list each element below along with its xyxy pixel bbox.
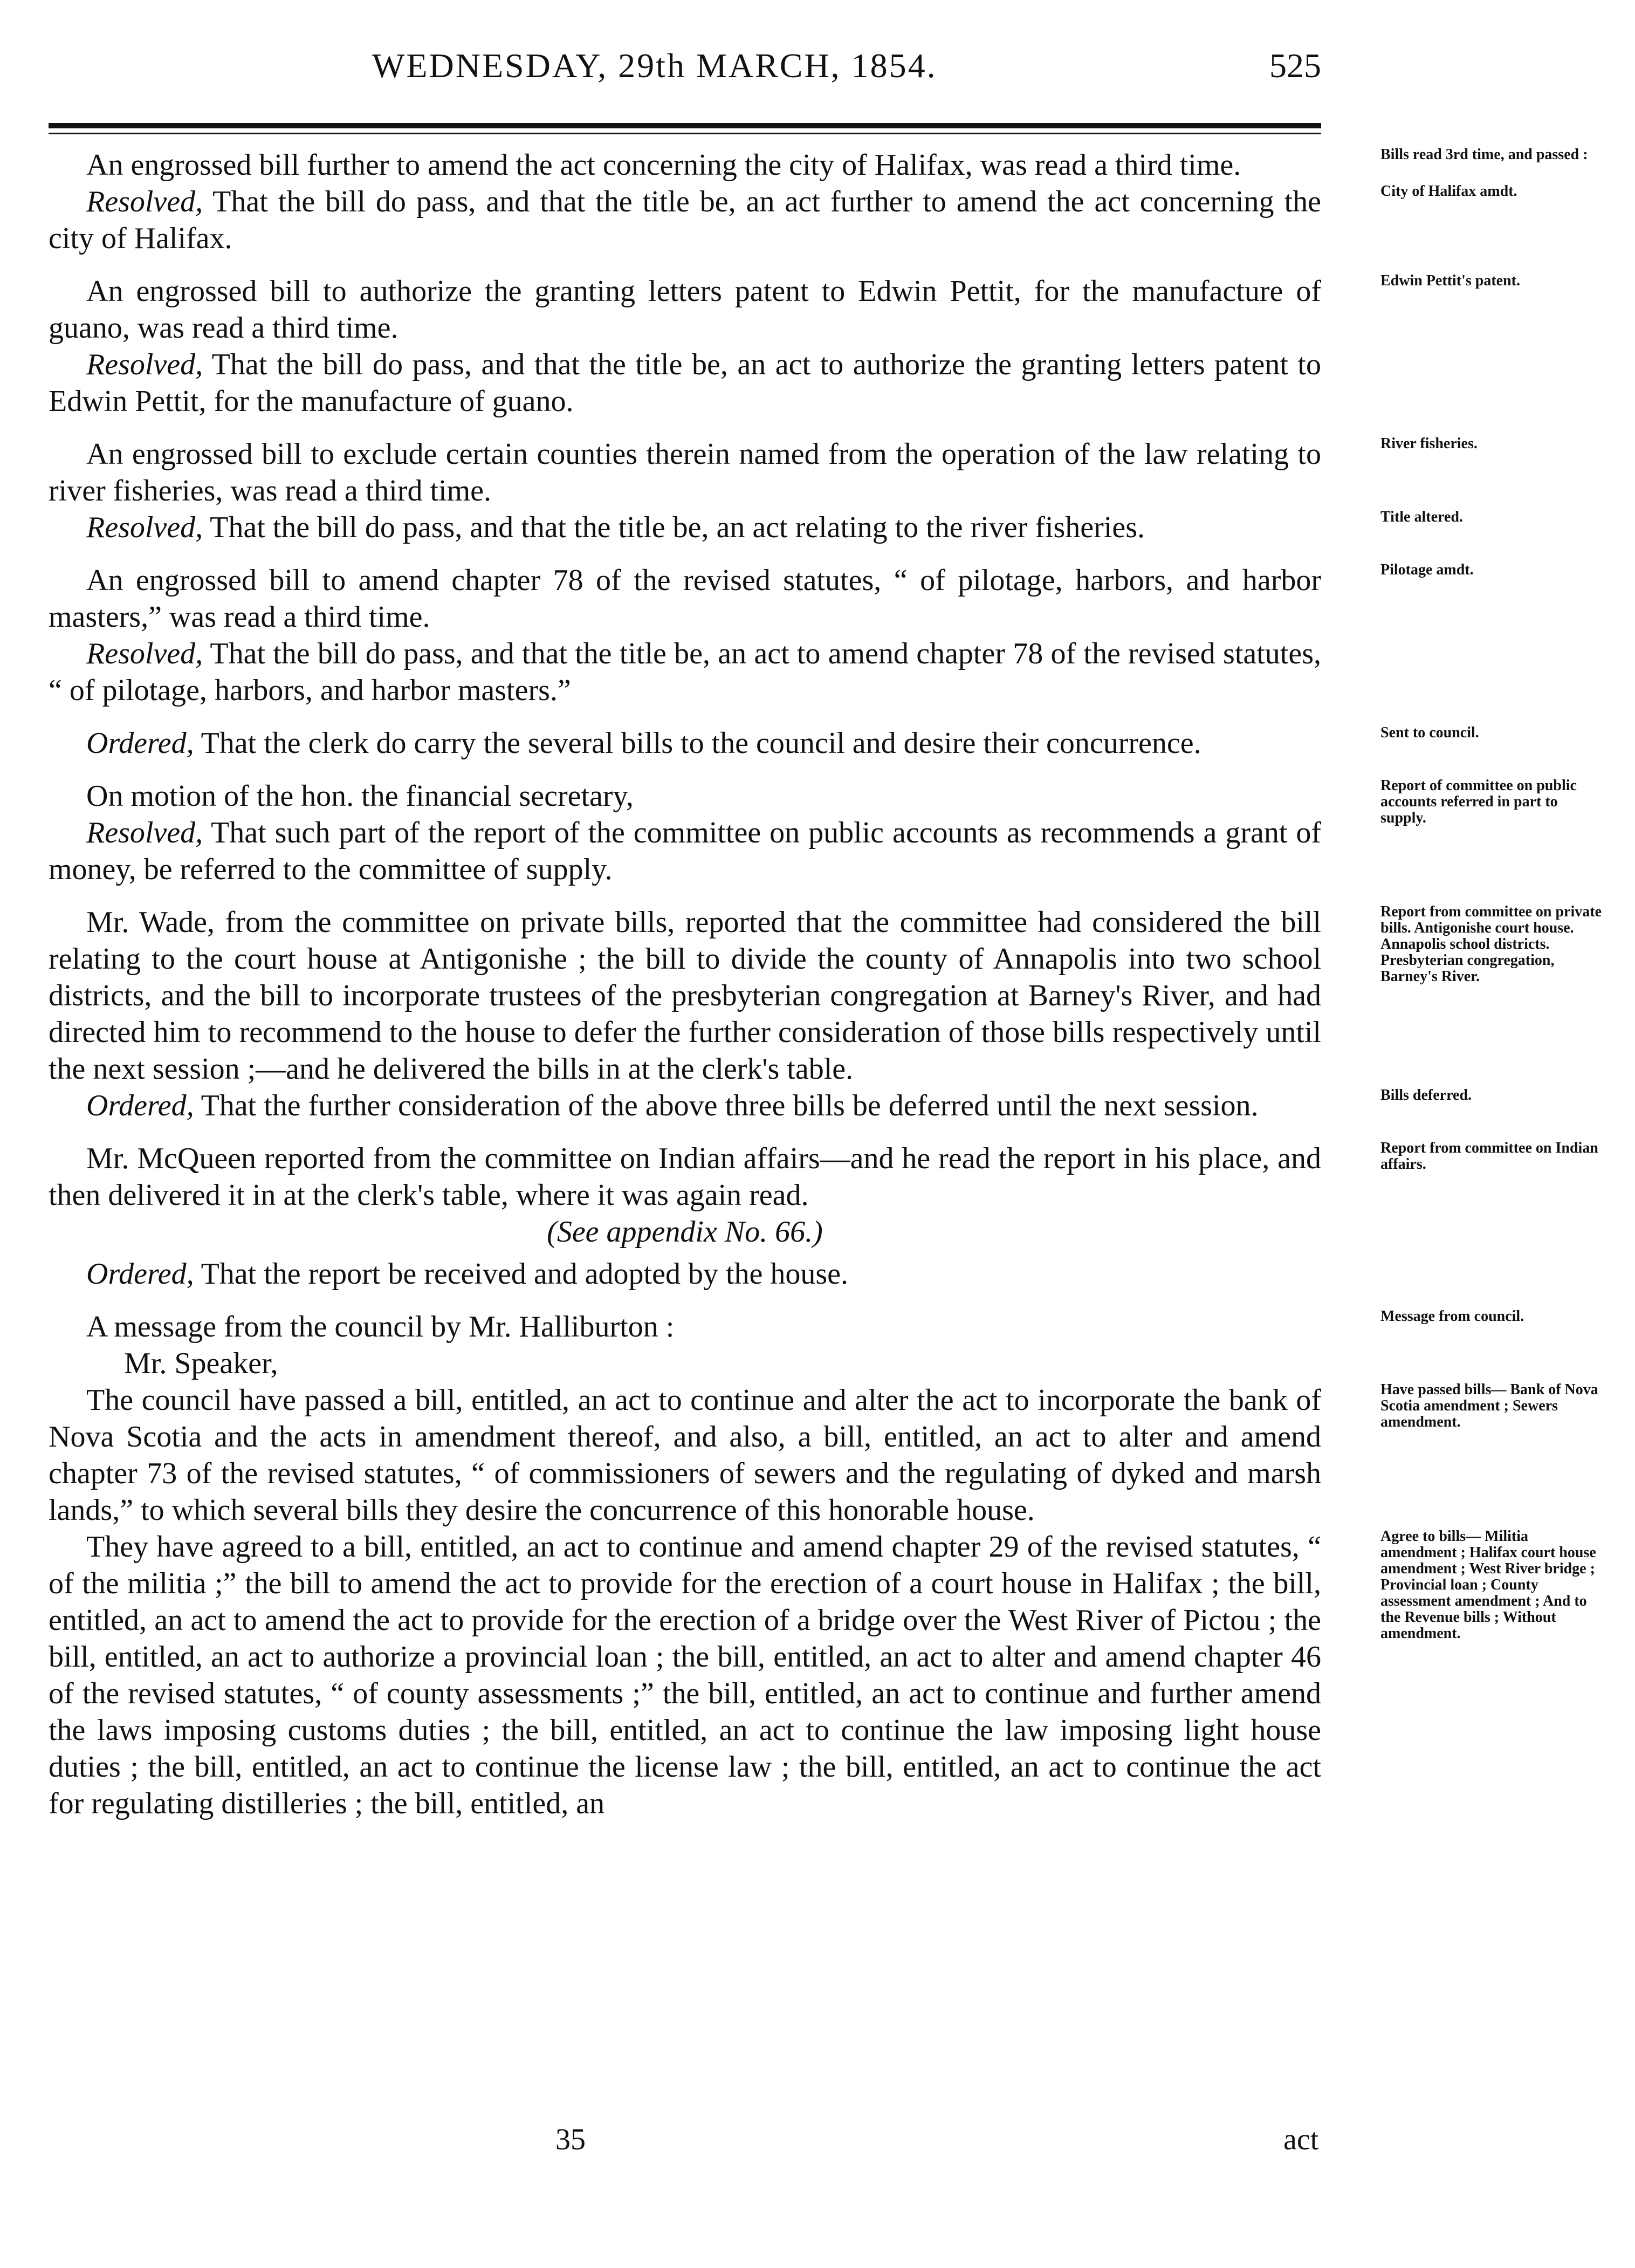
margin-note: Bills read 3rd time, and passed : — [1380, 146, 1588, 163]
journal-entry — [49, 146, 1588, 183]
entry-body: That the bill do pass, and that the title be, an act relating to the river fisheries. — [210, 511, 1145, 544]
entry-text — [49, 346, 1321, 420]
margin-note: Report from committee on private bills. Antigonishe court house. Annapolis school districts. Presbyterian congregation, Barney's River. — [1380, 903, 1602, 985]
entry-lead: Resolved, — [86, 511, 203, 544]
margin-note: Report of committee on public accounts referred in part to supply. — [1380, 777, 1577, 826]
entry-text: They have agreed to a bill, entitled, an act to continue and amend chapter 29 of the revised statutes, “ of the militia ;” the bill to amend the act to provide for the erection of a court house in Halifax ; the bill, entitled, an act to amend the act to provide for the erection of a bridge over the West River of Pictou ; the bill, entitled, an act to authorize a provincial loan ; the bill, entitled, an act to alter and amend chapter 46 of the revised statutes, “ of county assessments ;” the bill, entitled, an act to continue and further amend the laws imposing customs duties ; the bill, entitled, an act to continue the law imposing light house duties ; the bill, entitled, an act to continue the license law ; the bill, entitled, an act to continue the act for regulating distilleries ; the bill, entitled, an — [49, 1530, 1321, 1820]
entry-body: That the clerk do carry the several bills to the council and desire their concurrence. — [201, 727, 1201, 760]
journal-entry — [49, 1087, 1472, 1124]
journal-entry — [49, 272, 1520, 346]
journal-entry — [49, 1345, 1321, 1382]
entry-text — [49, 814, 1321, 888]
entry-body: That the bill do pass, and that the title be, an act to authorize the granting letters patent to Edwin Pettit, for the manufacture of guano. — [49, 348, 1321, 418]
entry-lead: Resolved, — [86, 816, 203, 849]
entry-lead: Ordered, — [86, 1257, 194, 1291]
journal-entry — [49, 435, 1478, 509]
entry-text — [49, 1256, 1321, 1292]
journal-entry — [49, 561, 1474, 635]
entry-lead: Resolved, — [86, 185, 203, 218]
entry-text: On motion of the hon. the financial secretary, — [86, 779, 634, 813]
journal-entry — [49, 814, 1321, 888]
margin-note: City of Halifax amdt. — [1380, 183, 1517, 200]
entry-text — [49, 509, 1321, 546]
journal-entry — [49, 635, 1321, 709]
entry-text: Mr. McQueen reported from the committee on Indian affairs—and he read the report in his place, and then delivered it in at the clerk's table, where it was again read. — [49, 1142, 1321, 1212]
entry-body: That the further consideration of the above three bills be deferred until the next session. — [201, 1089, 1259, 1122]
journal-entry — [49, 777, 1577, 826]
margin-note: Title altered. — [1380, 509, 1463, 525]
entry-text — [49, 1087, 1321, 1124]
journal-entry — [49, 509, 1463, 546]
entry-body: That the bill do pass, and that the title be, an act to amend chapter 78 of the revised statutes, “ of pilotage, harbors, and harbor masters.” — [49, 637, 1321, 707]
entry-lead: Ordered, — [86, 1089, 194, 1122]
journal-entry — [49, 1308, 1524, 1345]
entry-text: A message from the council by Mr. Halliburton : — [86, 1310, 675, 1344]
entry-body: That such part of the report of the committee on public accounts as recommends a grant of money, be referred to the committee of supply. — [49, 816, 1321, 886]
header-rule-thin — [49, 133, 1321, 134]
catchword: act — [1283, 2123, 1319, 2156]
entry-text — [49, 635, 1321, 709]
appendix-reference: (See appendix No. 66.) — [547, 1215, 823, 1249]
entry-text — [49, 725, 1321, 762]
entry-body: That the bill do pass, and that the title be, an act further to amend the act concerning the city of Halifax. — [49, 185, 1321, 255]
margin-note: Pilotage amdt. — [1380, 561, 1474, 578]
margin-note: Bills deferred. — [1380, 1087, 1472, 1104]
margin-note: Message from council. — [1380, 1308, 1524, 1325]
salutation: Mr. Speaker, — [124, 1347, 278, 1380]
entry-text — [49, 183, 1321, 257]
header-rule — [49, 123, 1321, 128]
journal-entry — [49, 1528, 1596, 1822]
entry-lead: Resolved, — [86, 348, 203, 381]
running-head: WEDNESDAY, 29th MARCH, 1854. — [372, 46, 937, 85]
entry-text: An engrossed bill to authorize the granting letters patent to Edwin Pettit, for the manufacture of guano, was read a third time. — [49, 275, 1321, 345]
journal-entry — [49, 1214, 1321, 1250]
journal-entry — [49, 1140, 1598, 1214]
margin-note: Have passed bills— Bank of Nova Scotia amendment ; Sewers amendment. — [1380, 1381, 1598, 1430]
page-header — [49, 46, 1321, 100]
journal-entry — [49, 183, 1517, 257]
margin-note: Sent to council. — [1380, 724, 1479, 741]
journal-entry — [49, 1381, 1598, 1529]
margin-note: Edwin Pettit's patent. — [1380, 272, 1520, 289]
journal-entry — [49, 1256, 1321, 1292]
margin-note: River fisheries. — [1380, 435, 1478, 452]
entry-body: That the report be received and adopted by the house. — [201, 1257, 849, 1291]
entry-lead: Ordered, — [86, 727, 194, 760]
entry-text: An engrossed bill further to amend the act concerning the city of Halifax, was read a third time. — [86, 148, 1241, 182]
margin-note: Report from committee on Indian affairs. — [1380, 1140, 1598, 1173]
page-number: 525 — [1269, 46, 1321, 85]
journal-entry — [49, 346, 1321, 420]
journal-body — [49, 146, 1602, 1822]
journal-entry — [49, 724, 1479, 762]
signature-mark: 35 — [555, 2123, 586, 2156]
entry-text: An engrossed bill to exclude certain counties therein named from the operation of the law relating to river fisheries, was read a third time. — [49, 437, 1321, 508]
margin-note: Agree to bills— Militia amendment ; Halifax court house amendment ; West River bridge ; Provincial loan ; County assessment amendment ; And to the Revenue bills ; Without amendment. — [1380, 1528, 1596, 1642]
journal-entry — [49, 903, 1602, 1087]
entry-text: Mr. Wade, from the committee on private bills, reported that the committee had considered the bill relating to the court house at Antigonishe ; the bill to divide the county of Annapolis into two school districts, and the bill to incorporate trustees of the presbyterian congregation at Barney's River, and had directed him to recommend to the house to defer the further consideration of those bills respectively until the next session ;—and he delivered the bills in at the clerk's table. — [49, 906, 1321, 1086]
entry-text: The council have passed a bill, entitled, an act to continue and alter the act to incorporate the bank of Nova Scotia and the acts in amendment thereof, and also, a bill, entitled, an act to alter and amend chapter 73 of the revised statutes, “ of commissioners of sewers and the regulating of dyked and marsh lands,” to which several bills they desire the concurrence of this honorable house. — [49, 1383, 1321, 1527]
entry-text: An engrossed bill to amend chapter 78 of the revised statutes, “ of pilotage, harbors, and harbor masters,” was read a third time. — [49, 564, 1321, 634]
entry-lead: Resolved, — [86, 637, 203, 670]
